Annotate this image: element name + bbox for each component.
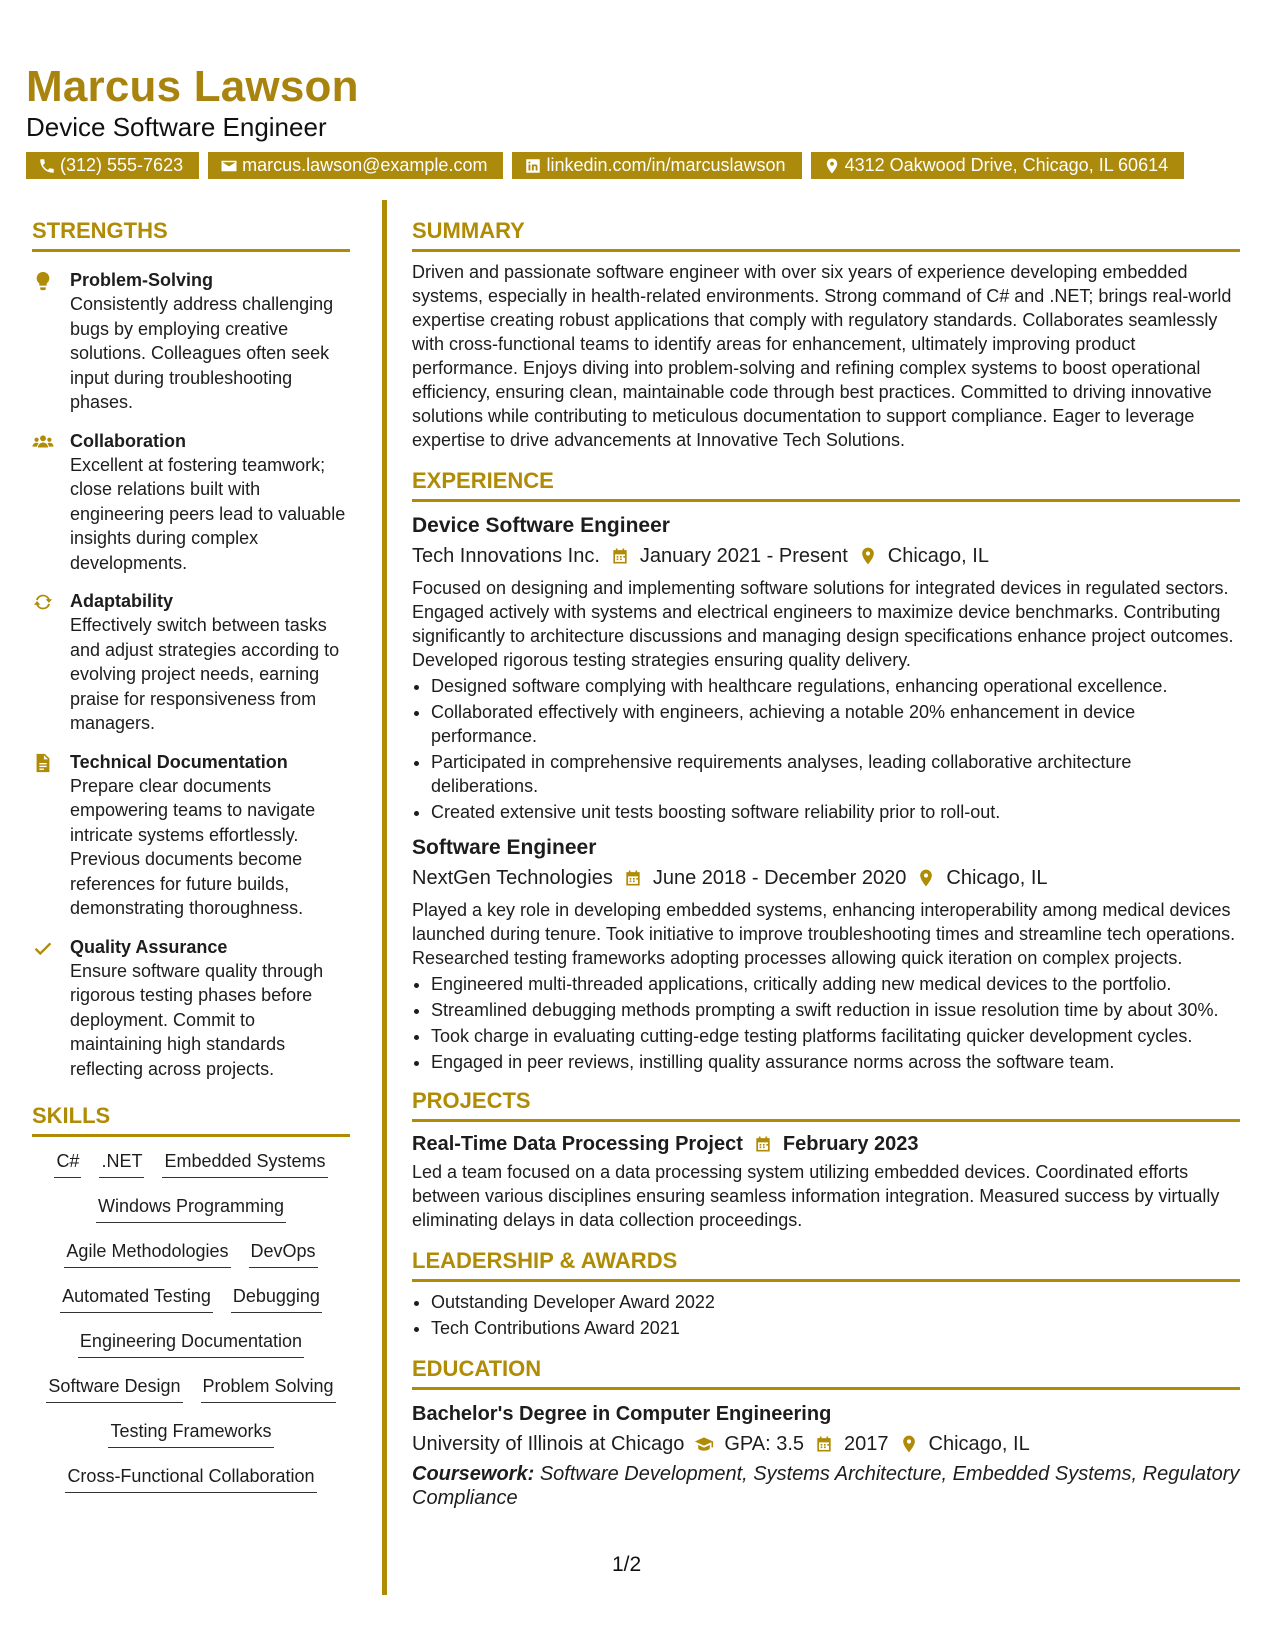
strength-item [32, 589, 350, 736]
graduation-year: 2017 [844, 1433, 889, 1455]
skill-tag: Embedded Systems [162, 1149, 327, 1178]
job-location: Chicago, IL [887, 545, 989, 567]
skill-tag: .NET [99, 1149, 144, 1178]
job-bullet: • Engaged in peer reviews, instilling quality assurance norms across the software team. [431, 1050, 1240, 1074]
school: University of Illinois at Chicago [412, 1433, 685, 1455]
calendar-icon [610, 546, 630, 566]
job-dates: January 2021 - Present [639, 545, 848, 567]
skill-tag: Debugging [231, 1284, 322, 1313]
contact-email-text: marcus.lawson@example.com [242, 155, 488, 175]
coursework-label: Coursework: [412, 1463, 535, 1485]
lightbulb-icon [32, 270, 54, 292]
skill-tag: DevOps [249, 1239, 318, 1268]
envelope-icon [220, 157, 238, 175]
job-bullet: • Collaborated effectively with engineers, achieving a notable 20% enhancement in device performance. [431, 700, 1240, 748]
skill-row [32, 1149, 350, 1194]
strengths-heading: STRENGTHS [32, 218, 350, 252]
contact-linkedin-text: linkedin.com/in/marcuslawson [546, 155, 786, 175]
calendar-icon [814, 1434, 834, 1454]
skill-row [32, 1329, 350, 1374]
skill-tag: Testing Frameworks [108, 1419, 273, 1448]
contact-bar [26, 152, 1184, 179]
awards-heading: LEADERSHIP & AWARDS [412, 1248, 1240, 1282]
award-item: • Tech Contributions Award 2021 [431, 1316, 1240, 1340]
skill-row [32, 1374, 350, 1419]
job-meta [412, 864, 1240, 892]
job-bullet: • Engineered multi-threaded applications, critically adding new medical devices to the portfolio. [431, 972, 1240, 996]
job-dates: June 2018 - December 2020 [652, 867, 907, 889]
skill-row [32, 1239, 350, 1284]
job-bullet: • Took charge in evaluating cutting-edge testing platforms facilitating quicker development cycles. [431, 1024, 1240, 1048]
strength-desc: Excellent at fostering teamwork; close relations built with engineering peers lead to valuable insights during complex developments. [70, 454, 346, 573]
checkmark-icon [32, 937, 54, 959]
skill-row [32, 1284, 350, 1329]
project-date: February 2023 [782, 1133, 919, 1155]
page-number: 1/2 [612, 1553, 642, 1576]
map-pin-icon [823, 157, 841, 175]
job-bullet: • Participated in comprehensive requirements analyses, leading collaborative architecture deliberations. [431, 750, 1240, 798]
strength-name: Technical Documentation [70, 751, 288, 772]
job-description: Played a key role in developing embedded systems, enhancing interoperability among medical devices launched during tenure. Took initiative to improve troubleshooting times and streamline tech operations. Researched testing frameworks adopting processes allowing quick iteration on complex projects. [412, 900, 1236, 968]
job-location: Chicago, IL [946, 867, 1048, 889]
projects-heading: PROJECTS [412, 1088, 1240, 1122]
calendar-icon [623, 868, 643, 888]
skill-row [32, 1464, 350, 1509]
strength-item [32, 935, 350, 1082]
refresh-icon [32, 591, 54, 613]
job-bullet: • Designed software complying with healthcare regulations, enhancing operational excellence. [431, 674, 1240, 698]
job-company: NextGen Technologies [412, 867, 613, 889]
strength-name: Quality Assurance [70, 936, 228, 957]
experience-heading: EXPERIENCE [412, 468, 1240, 502]
contact-email[interactable] [208, 152, 503, 179]
skill-tag: Problem Solving [201, 1374, 336, 1403]
job-bullets [412, 972, 1240, 1074]
job-bullets [412, 674, 1240, 824]
job-bullet: • Created extensive unit tests boosting software reliability prior to roll-out. [431, 800, 1240, 824]
job-company: Tech Innovations Inc. [412, 545, 600, 567]
skills-heading: SKILLS [32, 1103, 350, 1137]
contact-phone-text: (312) 555-7623 [60, 155, 184, 175]
project-header [412, 1130, 1240, 1158]
skill-tag: Software Design [46, 1374, 182, 1403]
degree: Bachelor's Degree in Computer Engineering [412, 1403, 832, 1425]
strength-desc: Effectively switch between tasks and adjust strategies according to evolving project needs, earning praise for responsiveness from managers. [70, 615, 340, 733]
skill-tag: Automated Testing [60, 1284, 213, 1313]
skill-tag: Cross-Functional Collaboration [65, 1464, 316, 1493]
strength-item [32, 750, 350, 921]
skill-tag: Windows Programming [96, 1194, 286, 1223]
job-entry [412, 834, 1240, 1074]
linkedin-icon [524, 157, 542, 175]
skill-row [32, 1419, 350, 1464]
education-location: Chicago, IL [928, 1433, 1030, 1455]
strength-name: Problem-Solving [70, 270, 214, 290]
job-description: Focused on designing and implementing software solutions for integrated devices in regulated sectors. Engaged actively with systems and electrical engineers to maximize device benchmarks. Contributing significantly to architecture discussions and managing design specifications enhance project outcomes. Developed rigorous testing strategies ensuring quality delivery. [412, 578, 1234, 670]
education-heading: EDUCATION [412, 1356, 1240, 1390]
skills-list [32, 1149, 350, 1509]
phone-icon [38, 157, 56, 175]
award-item: • Outstanding Developer Award 2022 [431, 1290, 1240, 1314]
job-entry [412, 512, 1240, 824]
column-divider [382, 200, 387, 1595]
skill-tag: Engineering Documentation [78, 1329, 304, 1358]
strength-desc: Ensure software quality through rigorous testing phases before deployment. Commit to maintaining high standards reflecting across projects. [70, 960, 324, 1079]
skill-tag: Agile Methodologies [64, 1239, 230, 1268]
project-description: Led a team focused on a data processing system utilizing embedded devices. Coordinated efforts between various disciplines ensuring seamless information integration. Measured success by virtually eliminating delays in data collection proceedings. [412, 1162, 1220, 1230]
users-icon [32, 431, 54, 453]
skill-tag: C# [54, 1149, 81, 1178]
job-entry-title: Software Engineer [412, 836, 597, 859]
map-pin-icon [916, 868, 936, 888]
education-meta [412, 1430, 1240, 1458]
summary-text: Driven and passionate software engineer with over six years of experience developing embedded systems, especially in health-related environments. Strong command of C# and .NET; brings real-world expertise creating robust applications that comply with regulatory standards. Collaborates seamlessly with cross-functional teams to identify areas for enhancement, ultimately improving product performance. Enjoys diving into problem-solving and refining complex systems to boost operational efficiency, ensuring clean, maintainable code through best practices. Committed to driving innovative solutions while contributing to meticulous documentation to support compliance. Eager to leverage expertise to drive advancements at Innovative Tech Solutions. [412, 262, 1232, 450]
coursework [412, 1462, 1240, 1510]
job-meta [412, 542, 1240, 570]
project-name: Real-Time Data Processing Project [412, 1133, 743, 1155]
strength-desc: Prepare clear documents empowering teams to navigate intricate systems effortlessly. Previous documents become references for future builds, demonstrating thoroughness. [70, 775, 316, 918]
document-icon [32, 752, 54, 774]
strength-item [32, 429, 350, 576]
awards-list [412, 1290, 1240, 1340]
right-column [412, 218, 1240, 1510]
summary-heading: SUMMARY [412, 218, 1240, 252]
job-title: Device Software Engineer [26, 112, 327, 142]
graduation-cap-icon [694, 1434, 714, 1454]
map-pin-icon [899, 1434, 919, 1454]
contact-linkedin[interactable] [512, 152, 801, 179]
contact-address-text: 4312 Oakwood Drive, Chicago, IL 60614 [844, 155, 1169, 175]
strength-name: Collaboration [70, 430, 186, 451]
job-entry-title: Device Software Engineer [412, 514, 670, 537]
skill-row [32, 1194, 350, 1239]
contact-phone[interactable] [26, 152, 199, 179]
strength-name: Adaptability [70, 591, 174, 611]
strength-desc: Consistently address challenging bugs by employing creative solutions. Colleagues often seek input during troubleshooting phases. [70, 294, 334, 412]
strength-item [32, 268, 350, 415]
left-column [32, 218, 350, 1509]
calendar-icon [753, 1134, 773, 1154]
candidate-name: Marcus Lawson [26, 62, 359, 111]
map-pin-icon [858, 546, 878, 566]
coursework-text: Software Development, Systems Architecture, Embedded Systems, Regulatory Compliance [412, 1463, 1240, 1509]
job-bullet: • Streamlined debugging methods prompting a swift reduction in issue resolution time by about 30%. [431, 998, 1240, 1022]
gpa: GPA: 3.5 [724, 1433, 805, 1455]
contact-address[interactable] [811, 152, 1185, 179]
